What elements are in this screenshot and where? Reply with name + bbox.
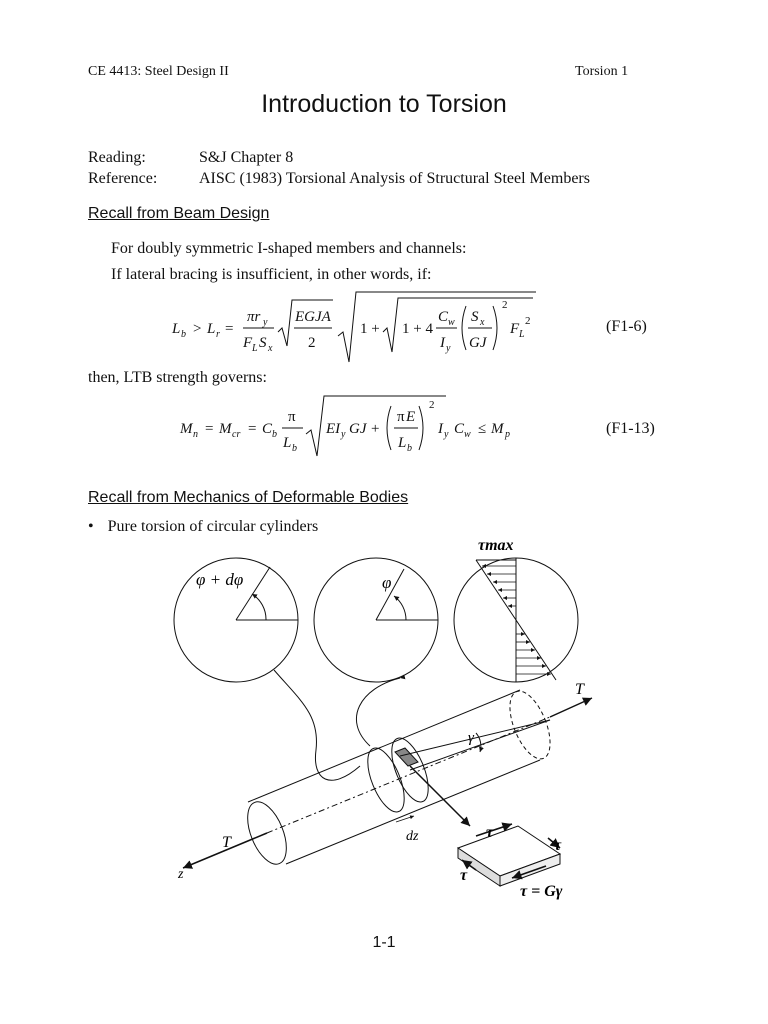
label-tau-eq: τ = Gγ	[520, 883, 563, 900]
reading-text: S&J Chapter 8	[199, 149, 294, 166]
dz-arrow	[396, 816, 414, 822]
label-phi-dphi: φ + dφ	[196, 570, 244, 589]
torque-arrow-right	[550, 698, 592, 717]
svg-text:F: F	[243, 335, 253, 351]
torsion-figure	[0, 530, 768, 900]
svg-text:b: b	[272, 429, 277, 440]
svg-text:b: b	[181, 329, 186, 340]
cross-section-phi	[314, 558, 438, 682]
svg-text:πr: πr	[247, 309, 261, 325]
svg-text:2: 2	[525, 315, 531, 327]
label-tau-max: τmax	[478, 537, 514, 554]
page-title: Introduction to Torsion	[261, 90, 507, 118]
svg-text:n: n	[193, 429, 198, 440]
section-heading-beam-design: Recall from Beam Design	[88, 205, 270, 222]
svg-text:M: M	[180, 421, 193, 437]
svg-text:C: C	[438, 309, 449, 325]
stress-element	[458, 824, 560, 886]
connector-curve-1	[274, 670, 360, 780]
reading-label: Reading:	[88, 149, 146, 166]
equation-f1-13	[178, 388, 558, 468]
svg-text:2: 2	[429, 399, 435, 411]
svg-text:EI: EI	[326, 421, 341, 437]
svg-text:S: S	[471, 309, 479, 325]
svg-text:y: y	[446, 343, 451, 354]
label-T-left: T	[222, 834, 231, 851]
svg-text:2: 2	[502, 299, 508, 311]
svg-text:x: x	[480, 317, 485, 328]
section-heading-mechanics: Recall from Mechanics of Deformable Bodies	[88, 489, 409, 506]
svg-text:L: L	[398, 435, 407, 451]
svg-text:w: w	[464, 429, 471, 440]
paragraph-ltb-governs: then, LTB strength governs:	[88, 369, 267, 386]
connector-curve-2	[356, 678, 400, 746]
label-tau-right: τ	[554, 837, 562, 854]
svg-text:>: >	[193, 321, 202, 337]
label-z: z	[178, 867, 184, 882]
svg-text:F: F	[510, 321, 520, 337]
label-tau-top: τ	[486, 824, 494, 841]
svg-text:r: r	[216, 329, 220, 340]
reference-label: Reference:	[88, 170, 158, 187]
svg-text:p: p	[505, 429, 510, 440]
equation-f1-6	[170, 288, 570, 368]
bullet-dot: •	[88, 518, 94, 535]
svg-text:≤: ≤	[478, 421, 487, 437]
svg-text:EGJA: EGJA	[295, 309, 331, 325]
svg-text:y: y	[444, 429, 449, 440]
svg-text:2: 2	[308, 335, 316, 351]
svg-text:=: =	[225, 321, 234, 337]
svg-text:I: I	[440, 335, 445, 351]
svg-text:y: y	[341, 429, 346, 440]
paragraph-doubly-symmetric: For doubly symmetric I-shaped members and channels:	[111, 240, 467, 257]
svg-text:GJ: GJ	[469, 335, 487, 351]
svg-text:I: I	[438, 421, 443, 437]
shear-stress-distribution	[454, 537, 578, 682]
label-tau-left: τ	[460, 867, 468, 884]
svg-text:+: +	[371, 421, 380, 437]
svg-text:L: L	[252, 343, 258, 354]
label-phi: φ	[382, 573, 392, 592]
paragraph-lateral-bracing: If lateral bracing is insufficient, in other words, if:	[111, 266, 432, 283]
svg-text:y: y	[263, 317, 268, 328]
element-pointer-arrow	[410, 766, 470, 826]
svg-text:E: E	[406, 409, 416, 425]
page-number: 1-1	[372, 934, 396, 951]
svg-text:=: =	[205, 421, 214, 437]
svg-text:L: L	[283, 435, 292, 451]
svg-text:π: π	[288, 409, 296, 425]
svg-text:1 +: 1 +	[360, 321, 380, 337]
svg-text:M: M	[491, 421, 504, 437]
svg-text:GJ: GJ	[349, 421, 367, 437]
svg-text:L: L	[519, 329, 525, 340]
svg-text:L: L	[207, 321, 216, 337]
svg-text:C: C	[262, 421, 273, 437]
svg-text:w: w	[448, 317, 455, 328]
reference-text: AISC (1983) Torsional Analysis of Structural Steel Members	[199, 170, 590, 187]
svg-text:b: b	[407, 443, 412, 454]
svg-text:x: x	[268, 343, 273, 354]
bullet-text: Pure torsion of circular cylinders	[107, 518, 319, 535]
svg-text:=: =	[248, 421, 257, 437]
svg-text:C: C	[454, 421, 465, 437]
svg-text:M: M	[219, 421, 232, 437]
svg-text:b: b	[292, 443, 297, 454]
svg-text:cr: cr	[232, 429, 241, 440]
label-dz: dz	[406, 829, 419, 844]
course-header: CE 4413: Steel Design II	[88, 64, 229, 79]
page-label: Torsion 1	[575, 64, 629, 79]
equation-number-f1-6: (F1-6)	[606, 318, 647, 335]
svg-text:L: L	[172, 321, 181, 337]
cross-section-rotated	[174, 558, 298, 682]
label-gamma: γ	[468, 730, 474, 746]
equation-number-f1-13: (F1-13)	[606, 420, 655, 437]
svg-text:S: S	[259, 335, 267, 351]
label-T-right: T	[575, 681, 584, 698]
svg-text:1 + 4: 1 + 4	[402, 321, 433, 337]
svg-text:π: π	[397, 409, 405, 425]
